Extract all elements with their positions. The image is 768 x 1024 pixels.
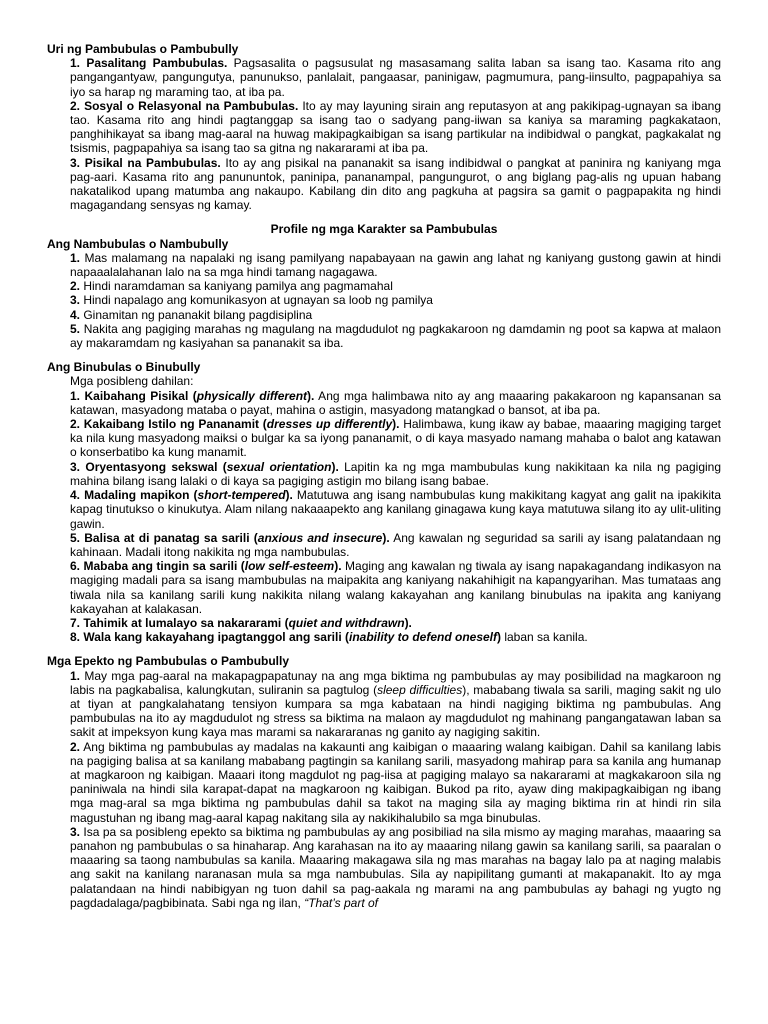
list-item: 3. Pisikal na Pambubulas. Ito ay ang pisikal na pananakit sa isang indibidwal o pangkat at paninira ng kaniyang mga pag-aari. Kasama rito ang panununtok, paninipa, pananampal, pangungurot, o ang biglang pag-alis ng upuan habang nakatalikod upang matumba ang nakaupo. Kabilang din dito ang pagkuha at pagsira sa gamit o pagpapakita ng hindi magagandang sensyas ng kamay. bbox=[70, 155, 721, 213]
list-item: 1. Kaibahang Pisikal (physically different). Ang mga halimbawa nito ay ang maaaring pakakaroon ng kapansanan sa katawan, masyadong mataba o payat, mahina o astigin, masyadong matangkad o bansot, at iba pa. bbox=[70, 388, 721, 417]
list-item: 1. May mga pag-aaral na makapagpapatunay na ang mga biktima ng pambubulas ay may posibilidad na magkaroon ng labis na pagkabalisa, kalungkutan, suliranin sa pagtulog (sleep difficulties), mababang tiwala sa sarili, maging sakit ng ulo at tiyan at pangkalahatang tensiyon kumpara sa mga kabataan na hindi nagiging biktima ng pambubulas. Ang pambubulas na ito ay magdudulot ng stress sa biktima na malaon ay magdudulot ng mahinang pangangatawan laban sa sakit at impeksyon kung kaya mas marami sa nakararanas ng ganito ay nagiging sakitin. bbox=[70, 668, 721, 740]
list-item: 1. Mas malamang na napalaki ng isang pamilyang napabayaan na gawin ang lahat ng kaniyang gustong gawin at hindi napaaalalahanan lalo na sa mga hindi tamang nagagawa. bbox=[70, 250, 721, 280]
list-item: 3. Hindi napalago ang komunikasyon at ugnayan sa loob ng pamilya bbox=[70, 293, 433, 308]
section-heading-bully: Ang Nambubulas o Nambubully bbox=[47, 236, 229, 251]
list-item: 2. Kakaibang Istilo ng Pananamit (dresses up differently). Halimbawa, kung ikaw ay babae, maaaring magiging target ka nila kung masyadong maiksi o bulgar ka sa iyong pananamit, o di kaya masyado namang mahaba o balot ang katawan o konserbatibo ka kung manamit. bbox=[70, 417, 721, 460]
list-item: 4. Madaling mapikon (short-tempered). Matutuwa ang isang nambubulas kung makikitang kagyat ang galit na ipakikita kapag tinutukso o kinukutya. Alam nilang nakaaapekto ang kanilang ginagawa kung kaya matutuwa silang ito ay ulit-uliting gawin. bbox=[70, 488, 721, 531]
list-item: 5. Nakita ang pagiging marahas ng magulang na magdudulot ng pagkakaroon ng damdamin ng poot sa kapwa at malaon ay makaramdam ng kasiyahan sa pananakit sa iba. bbox=[70, 321, 721, 351]
list-item: 7. Tahimik at lumalayo sa nakararami (quiet and withdrawn). bbox=[70, 615, 412, 630]
types-list bbox=[47, 56, 721, 212]
list-item: 2. Ang biktima ng pambubulas ay madalas na kakaunti ang kaibigan o maaaring walang kaibigan. Dahil sa kanilang labis na pagiging balisa at sa kanilang mababang pagtingin sa kanilang sarili, masyadong mahirap para sa kanila ang humanap at magkaroon ng kaibigan. Maaari itong magdulot ng pag-iisa at pagiging malayo sa nakararami at magkakaroon sila ng paniniwala na hindi sila karapat-dapat na magkaroon ng kaibigan. Bukod pa rito, ayaw ding makipagkaibigan ng ibang mga mag-aral sa mga biktima ng pambubulas dahil sa takot na maging sila ay maging biktima rin at hindi rin sila magustuhan ng ibang mag-aaral kapag nakitang sila ay nakikihalubilo sa mga binubulas. bbox=[70, 739, 721, 825]
list-item: 3. Oryentasyong sekswal (sexual orientation). Lapitin ka ng mga mambubulas kung nakikitaan ka nila ng pagiging mahina bilang isang lalaki o di kaya sa pagiging astigin mo bilang isang babae. bbox=[70, 459, 722, 488]
list-item: 8. Wala kang kakayahang ipagtanggol ang sarili (inability to defend oneself) laban sa kanila. bbox=[70, 630, 588, 645]
list-item: 5. Balisa at di panatag sa sarili (anxious and insecure). Ang kawalan ng seguridad sa sarili ay isang palatandaan ng kahinaan. Madali itong nakikita ng mga nambubulas. bbox=[70, 530, 721, 559]
intro-text: Mga posibleng dahilan: bbox=[70, 374, 194, 389]
section-heading-types: Uri ng Pambubulas o Pambubully bbox=[47, 42, 239, 56]
profile-title: Profile ng mga Karakter sa Pambubulas bbox=[270, 222, 498, 237]
list-item: 3. Isa pa sa posibleng epekto sa biktima ng pambubulas ay ang posibiliad na sila mismo ay maging marahas, maaaring sa panahon ng pambubulas o sa hinaharap. Ang karahasan na ito ay maaaring nilang gawin sa kanilang sarili, sa paaralan o maaaring sa taong nambubulas sa kanila. Maaaring makagawa sila ng mas marahas na bagay lalo pa at naging malabis ang sakit na kanilang naranasan mula sa mga nambubulas. Sila ay napipilitang gumanti at makapanakit. Ito ay mga palatandaan na hindi nabibigyan ng tuon dahil sa pag-aakala ng marami na ang pambubulas ay bahagi ng yugto ng pagdadalaga/pagbibinata. Sabi nga ng ilan, “That’s part of bbox=[70, 824, 721, 910]
bully-list bbox=[47, 251, 721, 350]
list-item: 6. Mababa ang tingin sa sarili (low self-esteem). Maging ang kawalan ng tiwala ay isang napakagandang indikasyon na magiging madali para sa isang mambubulas na maipakita ang kaniyang nakahihigit na kapangyarihan. Mas tumataas ang tiwala nila sa kanilang sarili kung nakikita nilang walang kakayahan ang kanilang binubulas na ipakita ang kaniyang kakayahan at kalakasan. bbox=[70, 559, 721, 616]
section-heading-victim: Ang Binubulas o Binubully bbox=[47, 360, 201, 375]
list-item: 2. Sosyal o Relasyonal na Pambubulas. Ito ay may layuning sirain ang reputasyon at ang pakikipag-ugnayan sa ibang tao. Kasama rito ang hindi pagtanggap sa isang tao o sadyang pang-iiwan sa kaniya sa maraming pagkakataon, panghihikayat sa ibang mag-aaral na huwag makipagkaibigan sa isang partikular na indibidwal o pangkat, pagkakalat ng tsismis, pagpapahiya sa isang tao sa gitna ng nakararami at iba pa. bbox=[70, 98, 721, 156]
list-item: 2. Hindi naramdaman sa kaniyang pamilya ang pagmamahal bbox=[70, 279, 393, 294]
list-item: 4. Ginamitan ng pananakit bilang pagdisiplina bbox=[70, 307, 313, 322]
victim-list bbox=[47, 374, 721, 644]
list-item: 1. Pasalitang Pambubulas. Pagsasalita o pagsusulat ng masasamang salita laban sa isang tao. Kasama rito ang pangangantyaw, pangungutya, panunukso, panlalait, pangaasar, paninigaw, pagmumura, pang-iinsulto, pagpapahiya sa iyo sa harap ng maraming tao, at iba pa. bbox=[70, 56, 721, 99]
section-heading-effects: Mga Epekto ng Pambubulas o Pambubully bbox=[47, 654, 290, 669]
effects-list bbox=[47, 669, 721, 910]
